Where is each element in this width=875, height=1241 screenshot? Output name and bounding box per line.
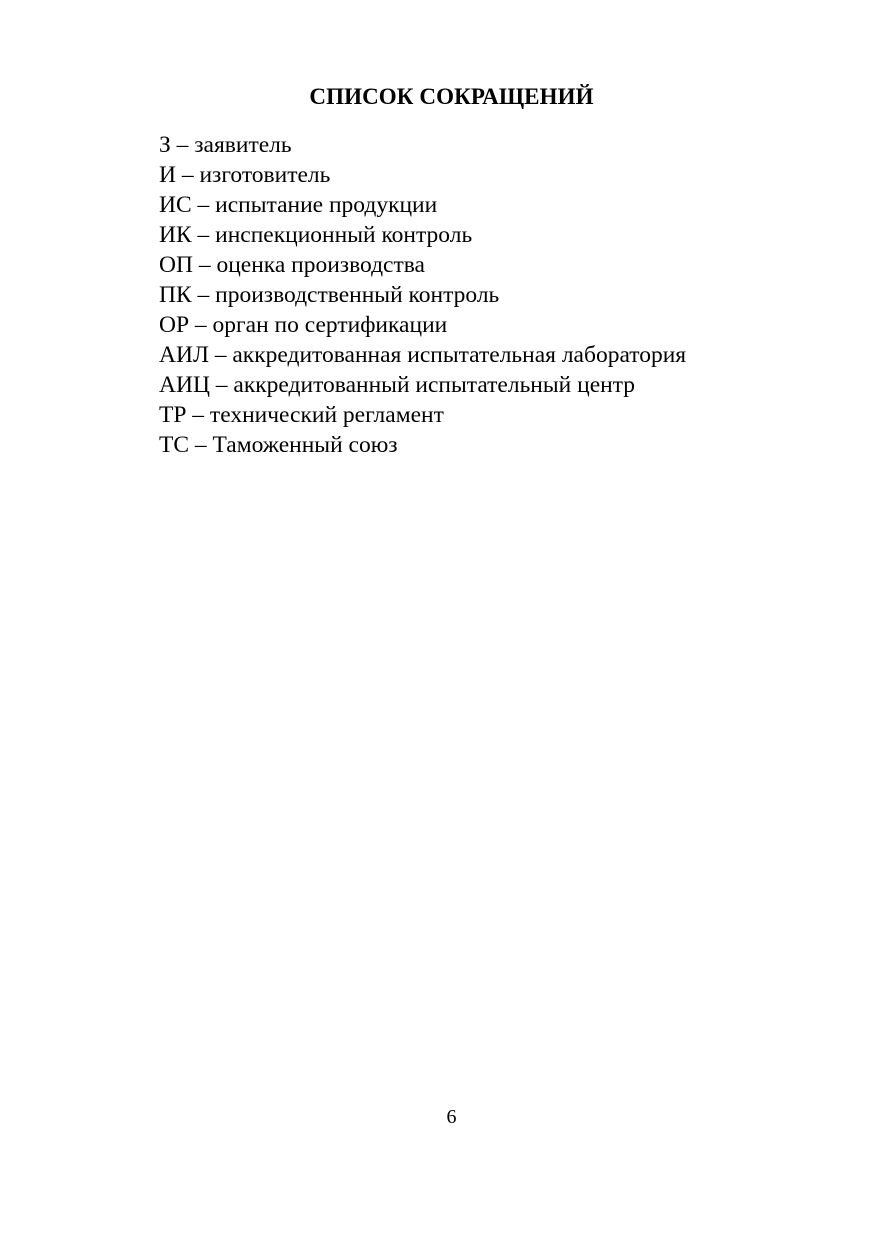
abbreviation-item-aic: АИЦ – аккредитованный испытательный центр	[159, 372, 636, 398]
abbreviation-item-is: ИС – испытание продукции	[159, 192, 438, 218]
abbreviation-item-or: ОР – орган по сертификации	[159, 312, 448, 338]
page-number: 6	[446, 1106, 457, 1128]
abbreviation-item-i: И – изготовитель	[159, 162, 331, 188]
abbreviation-item-ik: ИК – инспекционный контроль	[159, 222, 473, 248]
abbreviation-list	[159, 130, 686, 460]
abbreviation-item-pk: ПК – производственный контроль	[159, 282, 500, 308]
page-title: СПИСОК СОКРАЩЕНИЙ	[309, 84, 594, 109]
abbreviation-item-ts: ТС – Таможенный союз	[159, 432, 398, 458]
abbreviation-item-tr: ТР – технический регламент	[159, 402, 444, 428]
abbreviation-item-z: З – заявитель	[159, 132, 292, 158]
abbreviation-item-op: ОП – оценка производства	[159, 252, 425, 278]
abbreviation-item-ail: АИЛ – аккредитованная испытательная лаборатория	[159, 342, 687, 368]
